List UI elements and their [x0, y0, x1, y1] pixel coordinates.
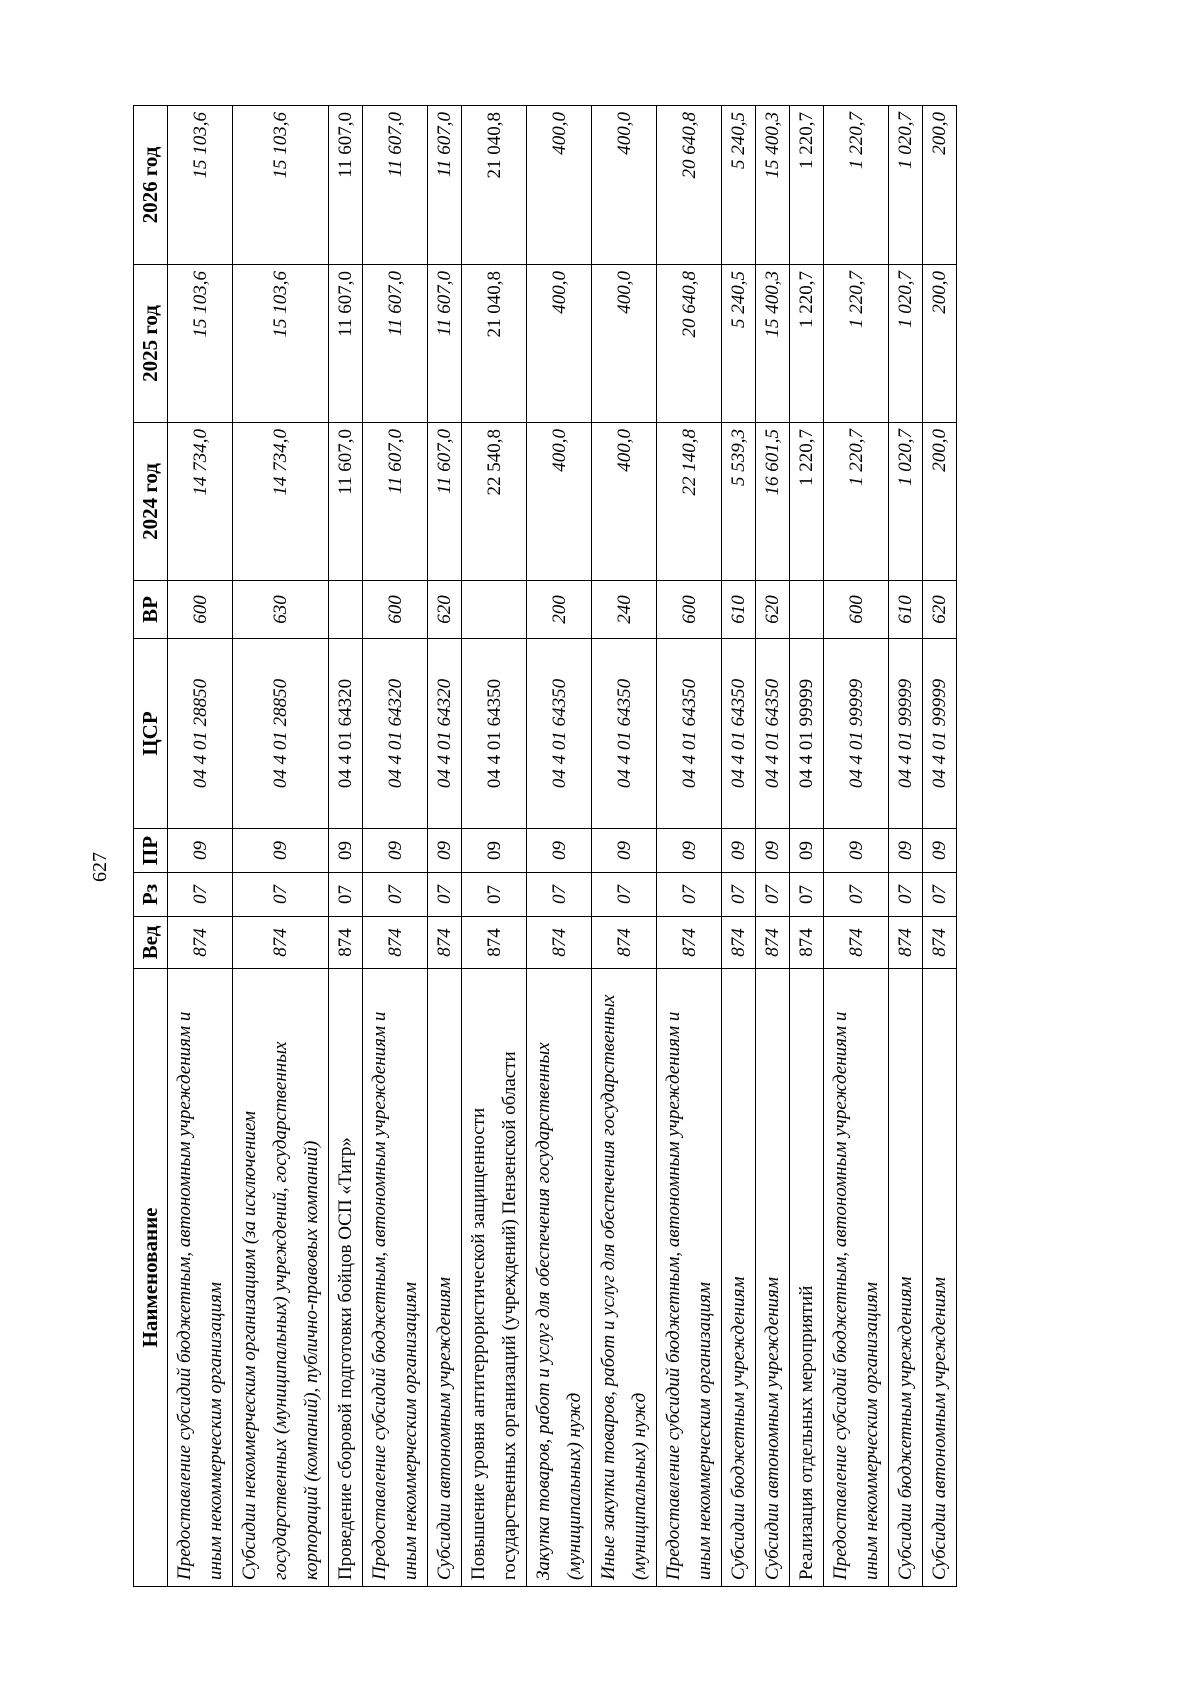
cell-2024: 1 020,7 [889, 423, 923, 581]
cell-rz: 07 [756, 873, 790, 917]
cell-csr: 04 4 01 99999 [824, 639, 889, 829]
cell-csr: 04 4 01 64350 [592, 639, 657, 829]
cell-2024: 1 220,7 [790, 423, 824, 581]
cell-2025: 15 400,3 [756, 265, 790, 423]
header-row [134, 106, 168, 1587]
cell-ved: 874 [428, 917, 462, 969]
cell-vr: 620 [756, 581, 790, 639]
table-header [134, 106, 168, 1587]
cell-2025: 1 220,7 [824, 265, 889, 423]
cell-2026: 1 220,7 [824, 106, 889, 265]
cell-rz: 07 [363, 873, 428, 917]
cell-rz: 07 [790, 873, 824, 917]
cell-2026: 1 220,7 [790, 106, 824, 265]
cell-2024: 11 607,0 [428, 423, 462, 581]
cell-2025: 20 640,8 [657, 265, 722, 423]
cell-ved: 874 [168, 917, 233, 969]
cell-ved: 874 [824, 917, 889, 969]
cell-2026: 11 607,0 [428, 106, 462, 265]
cell-name: Субсидии некоммерческим организациям (за исключением государственных (муниципальных) учреждений, государственных корпораций (компаний), публично-правовых компаний) [233, 969, 329, 1587]
cell-name: Закупка товаров, работ и услуг для обеспечения государственных (муниципальных) нужд [527, 969, 592, 1587]
cell-2026: 15 103,6 [233, 106, 329, 265]
cell-rz: 07 [722, 873, 756, 917]
cell-2024: 400,0 [592, 423, 657, 581]
cell-pr: 09 [329, 829, 363, 873]
cell-name: Реализация отдельных мероприятий [790, 969, 824, 1587]
table-row [790, 106, 824, 1587]
table-row [756, 106, 790, 1587]
cell-ved: 874 [592, 917, 657, 969]
cell-csr: 04 4 01 99999 [790, 639, 824, 829]
header-2025: 2025 год [134, 265, 168, 423]
cell-name: Предоставление субсидий бюджетным, автономным учреждениям и иным некоммерческим организациям [168, 969, 233, 1587]
cell-pr: 09 [428, 829, 462, 873]
cell-2025: 11 607,0 [329, 265, 363, 423]
cell-ved: 874 [329, 917, 363, 969]
cell-csr: 04 4 01 64320 [329, 639, 363, 829]
cell-2024: 22 540,8 [462, 423, 527, 581]
header-ved: Вед [134, 917, 168, 969]
cell-vr: 620 [428, 581, 462, 639]
cell-rz: 07 [889, 873, 923, 917]
cell-csr: 04 4 01 64350 [756, 639, 790, 829]
table-body [168, 106, 957, 1587]
table-row [168, 106, 233, 1587]
cell-csr: 04 4 01 99999 [923, 639, 957, 829]
cell-rz: 07 [527, 873, 592, 917]
cell-2025: 1 220,7 [790, 265, 824, 423]
cell-2025: 15 103,6 [233, 265, 329, 423]
cell-2024: 11 607,0 [363, 423, 428, 581]
cell-rz: 07 [233, 873, 329, 917]
cell-name: Повышение уровня антитеррористической защищенности государственных организаций (учреждений) Пензенской области [462, 969, 527, 1587]
cell-pr: 09 [462, 829, 527, 873]
cell-csr: 04 4 01 64350 [657, 639, 722, 829]
cell-rz: 07 [657, 873, 722, 917]
cell-2026: 20 640,8 [657, 106, 722, 265]
cell-csr: 04 4 01 99999 [889, 639, 923, 829]
cell-vr: 610 [889, 581, 923, 639]
cell-2025: 11 607,0 [363, 265, 428, 423]
cell-ved: 874 [756, 917, 790, 969]
cell-pr: 09 [790, 829, 824, 873]
cell-csr: 04 4 01 64350 [462, 639, 527, 829]
cell-rz: 07 [168, 873, 233, 917]
cell-2024: 11 607,0 [329, 423, 363, 581]
cell-2024: 5 539,3 [722, 423, 756, 581]
table-row [923, 106, 957, 1587]
table-row [462, 106, 527, 1587]
cell-2025: 11 607,0 [428, 265, 462, 423]
cell-csr: 04 4 01 28850 [233, 639, 329, 829]
cell-vr: 600 [168, 581, 233, 639]
cell-pr: 09 [923, 829, 957, 873]
cell-name: Субсидии автономным учреждениям [428, 969, 462, 1587]
table-row [889, 106, 923, 1587]
cell-name: Иные закупки товаров, работ и услуг для обеспечения государственных (муниципальных) нужд [592, 969, 657, 1587]
cell-2026: 11 607,0 [363, 106, 428, 265]
cell-pr: 09 [233, 829, 329, 873]
cell-vr: 610 [722, 581, 756, 639]
cell-ved: 874 [657, 917, 722, 969]
cell-2024: 22 140,8 [657, 423, 722, 581]
cell-2026: 1 020,7 [889, 106, 923, 265]
cell-rz: 07 [329, 873, 363, 917]
table-row [329, 106, 363, 1587]
cell-2025: 400,0 [527, 265, 592, 423]
cell-pr: 09 [657, 829, 722, 873]
cell-name: Предоставление субсидий бюджетным, автономным учреждениям и иным некоммерческим организациям [824, 969, 889, 1587]
cell-csr: 04 4 01 64320 [363, 639, 428, 829]
cell-ved: 874 [790, 917, 824, 969]
page-number: 627 [89, 852, 111, 882]
cell-2026: 200,0 [923, 106, 957, 265]
cell-2024: 200,0 [923, 423, 957, 581]
cell-ved: 874 [363, 917, 428, 969]
cell-2024: 14 734,0 [233, 423, 329, 581]
table-row [824, 106, 889, 1587]
cell-ved: 874 [923, 917, 957, 969]
cell-ved: 874 [722, 917, 756, 969]
header-2026: 2026 год [134, 106, 168, 265]
cell-name: Предоставление субсидий бюджетным, автономным учреждениям и иным некоммерческим организациям [657, 969, 722, 1587]
cell-2025: 15 103,6 [168, 265, 233, 423]
table-row [657, 106, 722, 1587]
cell-pr: 09 [168, 829, 233, 873]
budget-table [133, 105, 957, 1587]
cell-2024: 400,0 [527, 423, 592, 581]
cell-csr: 04 4 01 64350 [527, 639, 592, 829]
cell-pr: 09 [889, 829, 923, 873]
cell-pr: 09 [722, 829, 756, 873]
rotated-table-wrapper [133, 106, 1079, 1587]
cell-2026: 400,0 [592, 106, 657, 265]
cell-2024: 14 734,0 [168, 423, 233, 581]
table-row [527, 106, 592, 1587]
cell-2026: 21 040,8 [462, 106, 527, 265]
cell-pr: 09 [592, 829, 657, 873]
cell-2026: 5 240,5 [722, 106, 756, 265]
cell-rz: 07 [824, 873, 889, 917]
header-rz: Рз [134, 873, 168, 917]
cell-ved: 874 [462, 917, 527, 969]
cell-2026: 15 400,3 [756, 106, 790, 265]
cell-csr: 04 4 01 28850 [168, 639, 233, 829]
cell-2026: 11 607,0 [329, 106, 363, 265]
cell-rz: 07 [923, 873, 957, 917]
cell-2025: 21 040,8 [462, 265, 527, 423]
cell-name: Субсидии бюджетным учреждениям [889, 969, 923, 1587]
header-vr: ВР [134, 581, 168, 639]
cell-vr: 600 [657, 581, 722, 639]
cell-rz: 07 [428, 873, 462, 917]
cell-name: Предоставление субсидий бюджетным, автономным учреждениям и иным некоммерческим организациям [363, 969, 428, 1587]
cell-ved: 874 [233, 917, 329, 969]
cell-pr: 09 [363, 829, 428, 873]
cell-2026: 15 103,6 [168, 106, 233, 265]
table-row [722, 106, 756, 1587]
cell-name: Субсидии бюджетным учреждениям [722, 969, 756, 1587]
header-2024: 2024 год [134, 423, 168, 581]
cell-csr: 04 4 01 64350 [722, 639, 756, 829]
cell-vr: 630 [233, 581, 329, 639]
cell-vr [790, 581, 824, 639]
cell-2025: 5 240,5 [722, 265, 756, 423]
cell-csr: 04 4 01 64320 [428, 639, 462, 829]
cell-2025: 200,0 [923, 265, 957, 423]
cell-rz: 07 [592, 873, 657, 917]
table-row [592, 106, 657, 1587]
cell-2025: 400,0 [592, 265, 657, 423]
cell-pr: 09 [824, 829, 889, 873]
cell-vr: 200 [527, 581, 592, 639]
cell-name: Субсидии автономным учреждениям [756, 969, 790, 1587]
cell-name: Субсидии автономным учреждениям [923, 969, 957, 1587]
header-name: Наименование [134, 969, 168, 1587]
cell-2024: 1 220,7 [824, 423, 889, 581]
header-csr: ЦСР [134, 639, 168, 829]
cell-vr: 600 [824, 581, 889, 639]
header-pr: ПР [134, 829, 168, 873]
cell-name: Проведение сборовой подготовки бойцов ОСП «Тигр» [329, 969, 363, 1587]
cell-vr [462, 581, 527, 639]
cell-2024: 16 601,5 [756, 423, 790, 581]
table-row [233, 106, 329, 1587]
cell-vr: 240 [592, 581, 657, 639]
cell-rz: 07 [462, 873, 527, 917]
cell-pr: 09 [756, 829, 790, 873]
cell-vr: 620 [923, 581, 957, 639]
cell-ved: 874 [889, 917, 923, 969]
table-row [363, 106, 428, 1587]
cell-ved: 874 [527, 917, 592, 969]
table-row [428, 106, 462, 1587]
cell-2025: 1 020,7 [889, 265, 923, 423]
cell-pr: 09 [527, 829, 592, 873]
cell-2026: 400,0 [527, 106, 592, 265]
cell-vr: 600 [363, 581, 428, 639]
cell-vr [329, 581, 363, 639]
